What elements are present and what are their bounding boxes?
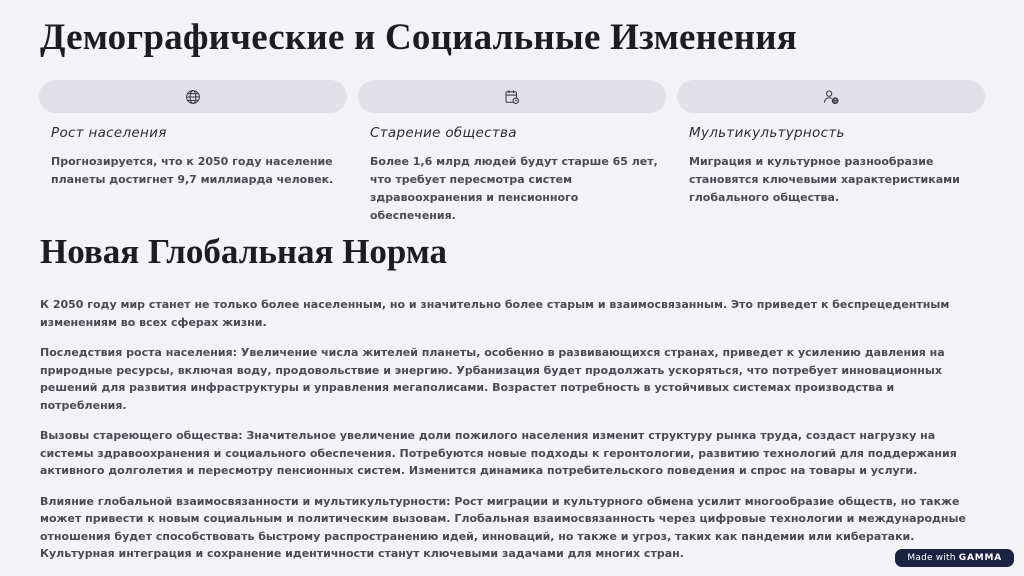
- card-aging-society: [358, 80, 666, 225]
- card-title: Рост населения: [51, 125, 167, 141]
- section-body: [40, 296, 980, 576]
- page-title: Демографические и Социальные Изменения: [40, 17, 798, 58]
- user-globe-icon: [822, 88, 840, 106]
- card-icon-bar: [677, 80, 985, 113]
- card-population-growth: [39, 80, 347, 225]
- feature-cards: [39, 80, 985, 225]
- gamma-logo: GAMMA: [958, 553, 1002, 563]
- card-icon-bar: [39, 80, 347, 113]
- globe-icon: [184, 88, 202, 106]
- card-title: Мультикультурность: [689, 125, 845, 141]
- calendar-icon: [503, 88, 521, 106]
- card-text: Более 1,6 млрд людей будут старше 65 лет, что требует пересмотра систем здравоохранения и пенсионного обеспечения.: [370, 155, 658, 222]
- card-icon-bar: [358, 80, 666, 113]
- card-text: Прогнозируется, что к 2050 году население планеты достигнет 9,7 миллиарда человек.: [51, 155, 334, 186]
- card-text: Миграция и культурное разнообразие становятся ключевыми характеристиками глобального общества.: [689, 155, 960, 204]
- made-with-gamma-badge[interactable]: [895, 549, 1014, 567]
- paragraph-population: Последствия роста населения: Увеличение числа жителей планеты, особенно в развивающихся странах, приведет к усилению давления на природные ресурсы, включая воду, продовольствие и энергию. Урбанизация будет продолжать ускоряться, что потребует инновационных решений для развития инфраструктуры и управления мегаполисами. Возрастет потребность в устойчивых системах производства и потребления.: [40, 346, 945, 412]
- paragraph-interconnection: Влияние глобальной взаимосвязанности и мультикультурности: Рост миграции и культурного обмена усилит многообразие обществ, но также может привести к новым социальным и политическим вызовам. Глобальная взаимосвязанность через цифровые технологии и международные отношения будет способствовать быстрому распространению идей, инноваций, но также и угроз, таких как пандемии или кибератаки. Культурная интеграция и сохранение идентичности станут ключевыми задачами для многих стран.: [40, 494, 966, 560]
- card-multiculturalism: [677, 80, 985, 225]
- badge-prefix: Made with: [907, 553, 956, 563]
- card-title: Старение общества: [370, 125, 517, 141]
- paragraph-aging: Вызовы стареющего общества: Значительное увеличение доли пожилого населения изменит структуру рынка труда, создаст нагрузку на системы здравоохранения и социального обеспечения. Потребуются новые подходы к геронтологии, развитию технологий для поддержания активного долголетия и пересмотру пенсионных систем. Изменится динамика потребительского поведения и спрос на товары и услуги.: [40, 429, 957, 477]
- section-title: Новая Глобальная Норма: [40, 232, 447, 271]
- paragraph-intro: К 2050 году мир станет не только более населенным, но и значительно более старым и взаимосвязанным. Это приведет к беспрецедентным изменениям во всех сферах жизни.: [40, 298, 950, 329]
